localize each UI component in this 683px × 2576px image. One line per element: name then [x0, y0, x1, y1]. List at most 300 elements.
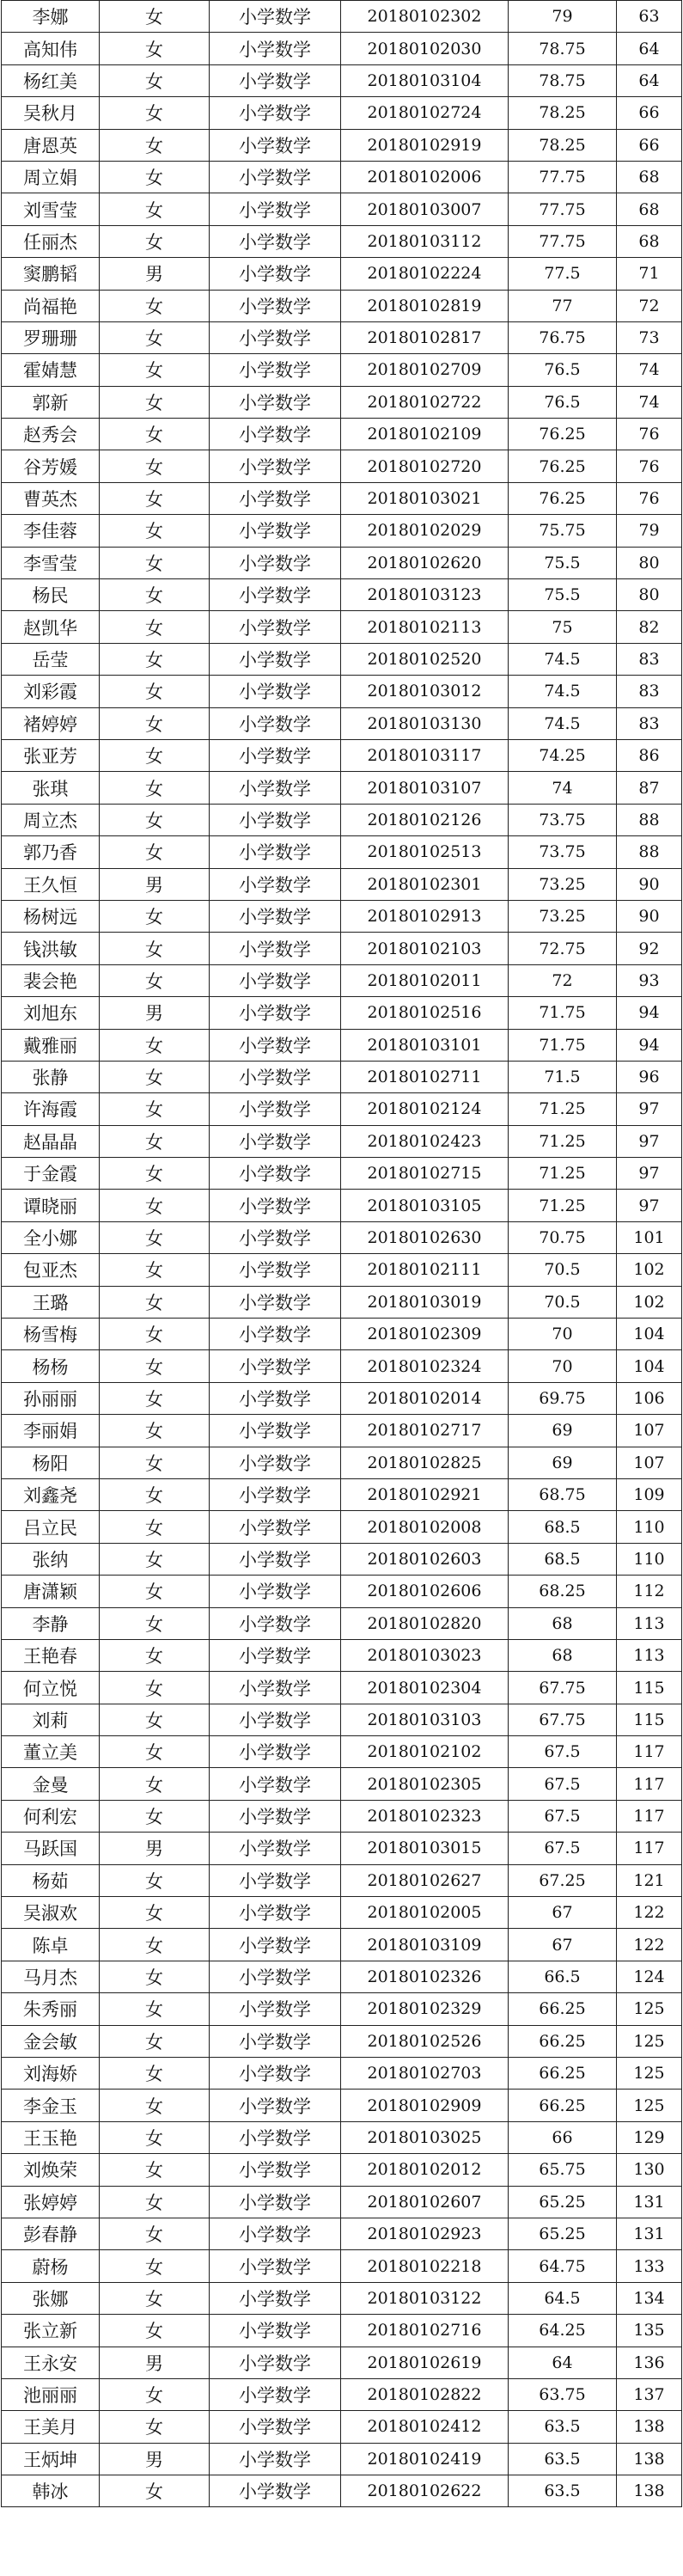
exam-id-cell: 20180102006 — [341, 161, 509, 193]
subject-cell: 小学数学 — [210, 1254, 341, 1286]
subject-cell: 小学数学 — [210, 1382, 341, 1414]
table-row — [2, 193, 682, 225]
exam-id-cell: 20180103023 — [341, 1639, 509, 1671]
table-row — [2, 2025, 682, 2057]
name-cell: 于金霞 — [2, 1158, 100, 1190]
exam-id-cell: 20180102627 — [341, 1864, 509, 1896]
table-row — [2, 1961, 682, 1992]
name-cell: 裴会艳 — [2, 964, 100, 996]
exam-id-cell: 20180103109 — [341, 1929, 509, 1961]
score-cell: 66.25 — [509, 2090, 617, 2121]
table-row — [2, 611, 682, 643]
name-cell: 唐恩英 — [2, 129, 100, 161]
subject-cell: 小学数学 — [210, 482, 341, 514]
gender-cell: 女 — [100, 1382, 210, 1414]
name-cell: 杨阳 — [2, 1447, 100, 1478]
score-cell: 70.5 — [509, 1286, 617, 1318]
name-cell: 杨树远 — [2, 900, 100, 932]
gender-cell: 女 — [100, 129, 210, 161]
exam-id-cell: 20180102919 — [341, 129, 509, 161]
gender-cell: 女 — [100, 772, 210, 804]
gender-cell: 女 — [100, 97, 210, 129]
exam-id-cell: 20180102324 — [341, 1350, 509, 1382]
name-cell: 刘雪莹 — [2, 193, 100, 225]
rank-cell: 76 — [617, 450, 682, 482]
table-row — [2, 1286, 682, 1318]
table-row — [2, 1576, 682, 1607]
subject-cell: 小学数学 — [210, 1319, 341, 1350]
name-cell: 褚婷婷 — [2, 707, 100, 739]
table-row — [2, 2250, 682, 2282]
score-cell: 71.5 — [509, 1061, 617, 1092]
rank-cell: 83 — [617, 676, 682, 707]
exam-id-cell: 20180102005 — [341, 1897, 509, 1929]
table-row — [2, 2443, 682, 2475]
table-row — [2, 450, 682, 482]
name-cell: 杨雪梅 — [2, 1319, 100, 1350]
gender-cell: 女 — [100, 1607, 210, 1639]
rank-cell: 138 — [617, 2475, 682, 2507]
gender-cell: 男 — [100, 2347, 210, 2378]
name-cell: 王璐 — [2, 1286, 100, 1318]
exam-id-cell: 20180102720 — [341, 450, 509, 482]
subject-cell: 小学数学 — [210, 1125, 341, 1157]
gender-cell: 女 — [100, 1093, 210, 1125]
exam-id-cell: 20180102513 — [341, 836, 509, 868]
gender-cell: 女 — [100, 1190, 210, 1221]
name-cell: 张静 — [2, 1061, 100, 1092]
subject-cell: 小学数学 — [210, 1061, 341, 1092]
subject-cell: 小学数学 — [210, 1158, 341, 1190]
name-cell: 韩冰 — [2, 2475, 100, 2507]
score-cell: 78.75 — [509, 33, 617, 64]
gender-cell: 女 — [100, 964, 210, 996]
exam-id-cell: 20180102304 — [341, 1672, 509, 1704]
table-row — [2, 2154, 682, 2186]
exam-id-cell: 20180102909 — [341, 2090, 509, 2121]
exam-id-cell: 20180102715 — [341, 1158, 509, 1190]
table-row — [2, 2475, 682, 2507]
subject-cell: 小学数学 — [210, 2154, 341, 2186]
subject-cell: 小学数学 — [210, 997, 341, 1029]
gender-cell: 女 — [100, 804, 210, 835]
subject-cell: 小学数学 — [210, 161, 341, 193]
gender-cell: 女 — [100, 1478, 210, 1510]
name-cell: 池丽丽 — [2, 2378, 100, 2410]
score-cell: 66.25 — [509, 2058, 617, 2090]
name-cell: 李丽娟 — [2, 1415, 100, 1447]
table-row — [2, 1511, 682, 1543]
table-row — [2, 386, 682, 418]
rank-cell: 64 — [617, 33, 682, 64]
subject-cell: 小学数学 — [210, 2475, 341, 2507]
rank-cell: 79 — [617, 515, 682, 547]
gender-cell: 女 — [100, 707, 210, 739]
rank-cell: 122 — [617, 1929, 682, 1961]
name-cell: 董立美 — [2, 1736, 100, 1768]
exam-id-cell: 20180103104 — [341, 64, 509, 96]
table-row — [2, 1543, 682, 1575]
subject-cell: 小学数学 — [210, 2218, 341, 2249]
exam-id-cell: 20180102102 — [341, 1736, 509, 1768]
table-row — [2, 225, 682, 257]
rank-cell: 125 — [617, 1993, 682, 2025]
gender-cell: 女 — [100, 900, 210, 932]
subject-cell: 小学数学 — [210, 1897, 341, 1929]
exam-id-cell: 20180102011 — [341, 964, 509, 996]
table-row — [2, 1350, 682, 1382]
table-row — [2, 1993, 682, 2025]
gender-cell: 女 — [100, 933, 210, 964]
table-row — [2, 1768, 682, 1800]
rank-cell: 115 — [617, 1704, 682, 1735]
gender-cell: 女 — [100, 225, 210, 257]
subject-cell: 小学数学 — [210, 804, 341, 835]
exam-id-cell: 20180102109 — [341, 419, 509, 450]
subject-cell: 小学数学 — [210, 1543, 341, 1575]
name-cell: 金会敏 — [2, 2025, 100, 2057]
name-cell: 罗珊珊 — [2, 321, 100, 353]
name-cell: 蔚杨 — [2, 2250, 100, 2282]
rank-cell: 94 — [617, 997, 682, 1029]
table-row — [2, 997, 682, 1029]
score-cell: 65.25 — [509, 2186, 617, 2218]
exam-id-cell: 20180102703 — [341, 2058, 509, 2090]
score-cell: 70 — [509, 1319, 617, 1350]
rank-cell: 86 — [617, 739, 682, 771]
subject-cell: 小学数学 — [210, 868, 341, 900]
name-cell: 李娜 — [2, 1, 100, 33]
score-cell: 63.75 — [509, 2378, 617, 2410]
rank-cell: 74 — [617, 354, 682, 386]
exam-id-cell: 20180102722 — [341, 386, 509, 418]
subject-cell: 小学数学 — [210, 2025, 341, 2057]
rank-cell: 93 — [617, 964, 682, 996]
gender-cell: 女 — [100, 1993, 210, 2025]
name-cell: 陈卓 — [2, 1929, 100, 1961]
score-cell: 76.75 — [509, 321, 617, 353]
table-row — [2, 2090, 682, 2121]
score-cell: 67 — [509, 1897, 617, 1929]
name-cell: 郭乃香 — [2, 836, 100, 868]
gender-cell: 女 — [100, 354, 210, 386]
table-row — [2, 1800, 682, 1832]
rank-cell: 134 — [617, 2282, 682, 2314]
score-cell: 73.25 — [509, 900, 617, 932]
rank-cell: 131 — [617, 2186, 682, 2218]
score-cell: 64 — [509, 2347, 617, 2378]
subject-cell: 小学数学 — [210, 515, 341, 547]
gender-cell: 男 — [100, 868, 210, 900]
exam-id-cell: 20180103012 — [341, 676, 509, 707]
rank-cell: 64 — [617, 64, 682, 96]
rank-cell: 113 — [617, 1607, 682, 1639]
subject-cell: 小学数学 — [210, 1864, 341, 1896]
score-cell: 68 — [509, 1607, 617, 1639]
gender-cell: 女 — [100, 1447, 210, 1478]
subject-cell: 小学数学 — [210, 1833, 341, 1864]
rank-cell: 117 — [617, 1833, 682, 1864]
name-cell: 朱秀丽 — [2, 1993, 100, 2025]
rank-cell: 96 — [617, 1061, 682, 1092]
name-cell: 李佳蓉 — [2, 515, 100, 547]
score-cell: 68.5 — [509, 1543, 617, 1575]
subject-cell: 小学数学 — [210, 707, 341, 739]
subject-cell: 小学数学 — [210, 386, 341, 418]
gender-cell: 女 — [100, 290, 210, 321]
rank-cell: 137 — [617, 2378, 682, 2410]
rank-cell: 107 — [617, 1415, 682, 1447]
rank-cell: 135 — [617, 2315, 682, 2347]
exam-id-cell: 20180102103 — [341, 933, 509, 964]
subject-cell: 小学数学 — [210, 450, 341, 482]
subject-cell: 小学数学 — [210, 1993, 341, 2025]
score-cell: 77.75 — [509, 161, 617, 193]
exam-id-cell: 20180102825 — [341, 1447, 509, 1478]
score-cell: 67 — [509, 1929, 617, 1961]
gender-cell: 女 — [100, 2058, 210, 2090]
rank-cell: 102 — [617, 1286, 682, 1318]
table-row — [2, 2186, 682, 2218]
name-cell: 马月杰 — [2, 1961, 100, 1992]
rank-cell: 129 — [617, 2121, 682, 2153]
gender-cell: 女 — [100, 450, 210, 482]
exam-id-cell: 20180102008 — [341, 1511, 509, 1543]
subject-cell: 小学数学 — [210, 2315, 341, 2347]
score-cell: 65.25 — [509, 2218, 617, 2249]
rank-cell: 133 — [617, 2250, 682, 2282]
table-row — [2, 354, 682, 386]
gender-cell: 男 — [100, 1833, 210, 1864]
gender-cell: 女 — [100, 676, 210, 707]
score-cell: 78.25 — [509, 97, 617, 129]
rank-cell: 73 — [617, 321, 682, 353]
name-cell: 尚福艳 — [2, 290, 100, 321]
table-row — [2, 2347, 682, 2378]
subject-cell: 小学数学 — [210, 900, 341, 932]
score-cell: 66.25 — [509, 2025, 617, 2057]
subject-cell: 小学数学 — [210, 2058, 341, 2090]
gender-cell: 女 — [100, 1125, 210, 1157]
exam-id-cell: 20180102329 — [341, 1993, 509, 2025]
table-row — [2, 1639, 682, 1671]
score-cell: 68.25 — [509, 1576, 617, 1607]
subject-cell: 小学数学 — [210, 64, 341, 96]
gender-cell: 女 — [100, 1286, 210, 1318]
rank-cell: 113 — [617, 1639, 682, 1671]
subject-cell: 小学数学 — [210, 2121, 341, 2153]
rank-cell: 122 — [617, 1897, 682, 1929]
score-cell: 67.25 — [509, 1864, 617, 1896]
exam-id-cell: 20180103122 — [341, 2282, 509, 2314]
subject-cell: 小学数学 — [210, 1736, 341, 1768]
table-row — [2, 1447, 682, 1478]
rank-cell: 130 — [617, 2154, 682, 2186]
rank-cell: 117 — [617, 1736, 682, 1768]
rank-cell: 138 — [617, 2443, 682, 2475]
rank-cell: 136 — [617, 2347, 682, 2378]
exam-id-cell: 20180102603 — [341, 1543, 509, 1575]
gender-cell: 女 — [100, 1672, 210, 1704]
rank-cell: 131 — [617, 2218, 682, 2249]
rank-cell: 90 — [617, 868, 682, 900]
score-cell: 79 — [509, 1, 617, 33]
rank-cell: 97 — [617, 1190, 682, 1221]
score-cell: 67.75 — [509, 1672, 617, 1704]
score-cell: 74.5 — [509, 643, 617, 675]
table-row — [2, 1061, 682, 1092]
name-cell: 任丽杰 — [2, 225, 100, 257]
score-table-body — [2, 1, 682, 2507]
exam-id-cell: 20180102913 — [341, 900, 509, 932]
subject-cell: 小学数学 — [210, 1672, 341, 1704]
rank-cell: 97 — [617, 1125, 682, 1157]
name-cell: 刘焕荣 — [2, 2154, 100, 2186]
name-cell: 郭新 — [2, 386, 100, 418]
rank-cell: 94 — [617, 1029, 682, 1061]
exam-id-cell: 20180102622 — [341, 2475, 509, 2507]
gender-cell: 男 — [100, 258, 210, 290]
name-cell: 钱洪敏 — [2, 933, 100, 964]
name-cell: 王美月 — [2, 2411, 100, 2443]
gender-cell: 女 — [100, 2218, 210, 2249]
table-row — [2, 1221, 682, 1253]
subject-cell: 小学数学 — [210, 1961, 341, 1992]
gender-cell: 女 — [100, 1543, 210, 1575]
table-row — [2, 676, 682, 707]
score-cell: 66 — [509, 2121, 617, 2153]
name-cell: 周立娟 — [2, 161, 100, 193]
gender-cell: 女 — [100, 321, 210, 353]
table-row — [2, 1607, 682, 1639]
subject-cell: 小学数学 — [210, 676, 341, 707]
rank-cell: 68 — [617, 161, 682, 193]
subject-cell: 小学数学 — [210, 964, 341, 996]
score-cell: 64.25 — [509, 2315, 617, 2347]
table-row — [2, 2378, 682, 2410]
exam-id-cell: 20180102717 — [341, 1415, 509, 1447]
subject-cell: 小学数学 — [210, 33, 341, 64]
gender-cell: 女 — [100, 2378, 210, 2410]
score-cell: 63.5 — [509, 2443, 617, 2475]
table-row — [2, 1190, 682, 1221]
rank-cell: 76 — [617, 482, 682, 514]
rank-cell: 117 — [617, 1800, 682, 1832]
score-cell: 76.5 — [509, 354, 617, 386]
rank-cell: 138 — [617, 2411, 682, 2443]
exam-id-cell: 20180103105 — [341, 1190, 509, 1221]
name-cell: 唐潇颖 — [2, 1576, 100, 1607]
table-row — [2, 900, 682, 932]
rank-cell: 106 — [617, 1382, 682, 1414]
exam-id-cell: 20180102819 — [341, 290, 509, 321]
subject-cell: 小学数学 — [210, 193, 341, 225]
gender-cell: 女 — [100, 1961, 210, 1992]
gender-cell: 女 — [100, 33, 210, 64]
subject-cell: 小学数学 — [210, 579, 341, 611]
subject-cell: 小学数学 — [210, 772, 341, 804]
name-cell: 刘旭东 — [2, 997, 100, 1029]
subject-cell: 小学数学 — [210, 97, 341, 129]
rank-cell: 97 — [617, 1093, 682, 1125]
exam-id-cell: 20180102323 — [341, 1800, 509, 1832]
name-cell: 窦鹏韬 — [2, 258, 100, 290]
subject-cell: 小学数学 — [210, 933, 341, 964]
table-row — [2, 1, 682, 33]
exam-id-cell: 20180102921 — [341, 1478, 509, 1510]
table-row — [2, 933, 682, 964]
table-row — [2, 739, 682, 771]
table-row — [2, 1478, 682, 1510]
exam-id-cell: 20180103101 — [341, 1029, 509, 1061]
exam-id-cell: 20180103007 — [341, 193, 509, 225]
subject-cell: 小学数学 — [210, 1576, 341, 1607]
rank-cell: 63 — [617, 1, 682, 33]
score-cell: 72.75 — [509, 933, 617, 964]
name-cell: 刘彩霞 — [2, 676, 100, 707]
table-row — [2, 964, 682, 996]
gender-cell: 女 — [100, 1704, 210, 1735]
table-row — [2, 33, 682, 64]
table-row — [2, 836, 682, 868]
subject-cell: 小学数学 — [210, 2090, 341, 2121]
exam-id-cell: 20180102526 — [341, 2025, 509, 2057]
gender-cell: 女 — [100, 1576, 210, 1607]
subject-cell: 小学数学 — [210, 611, 341, 643]
name-cell: 杨红美 — [2, 64, 100, 96]
subject-cell: 小学数学 — [210, 836, 341, 868]
score-cell: 67.5 — [509, 1736, 617, 1768]
score-cell: 71.75 — [509, 1029, 617, 1061]
exam-id-cell: 20180102014 — [341, 1382, 509, 1414]
gender-cell: 女 — [100, 482, 210, 514]
score-cell: 76.5 — [509, 386, 617, 418]
table-row — [2, 419, 682, 450]
name-cell: 张纳 — [2, 1543, 100, 1575]
gender-cell: 女 — [100, 515, 210, 547]
score-cell: 77.75 — [509, 193, 617, 225]
score-cell: 77 — [509, 290, 617, 321]
exam-id-cell: 20180102709 — [341, 354, 509, 386]
exam-id-cell: 20180102822 — [341, 2378, 509, 2410]
score-cell: 69.75 — [509, 1382, 617, 1414]
name-cell: 李雪莹 — [2, 547, 100, 578]
score-cell: 74 — [509, 772, 617, 804]
score-cell: 71.25 — [509, 1093, 617, 1125]
subject-cell: 小学数学 — [210, 2186, 341, 2218]
table-row — [2, 2058, 682, 2090]
gender-cell: 女 — [100, 1897, 210, 1929]
score-cell: 71.75 — [509, 997, 617, 1029]
exam-id-cell: 20180102030 — [341, 33, 509, 64]
name-cell: 王玉艳 — [2, 2121, 100, 2153]
name-cell: 曹英杰 — [2, 482, 100, 514]
exam-id-cell: 20180102012 — [341, 2154, 509, 2186]
name-cell: 杨杨 — [2, 1350, 100, 1382]
score-cell: 76.25 — [509, 419, 617, 450]
gender-cell: 女 — [100, 1736, 210, 1768]
name-cell: 金曼 — [2, 1768, 100, 1800]
rank-cell: 68 — [617, 225, 682, 257]
score-table — [1, 0, 682, 2507]
score-cell: 67.5 — [509, 1768, 617, 1800]
rank-cell: 101 — [617, 1221, 682, 1253]
name-cell: 张婷婷 — [2, 2186, 100, 2218]
rank-cell: 97 — [617, 1158, 682, 1190]
rank-cell: 66 — [617, 97, 682, 129]
score-cell: 63.5 — [509, 2475, 617, 2507]
name-cell: 杨民 — [2, 579, 100, 611]
